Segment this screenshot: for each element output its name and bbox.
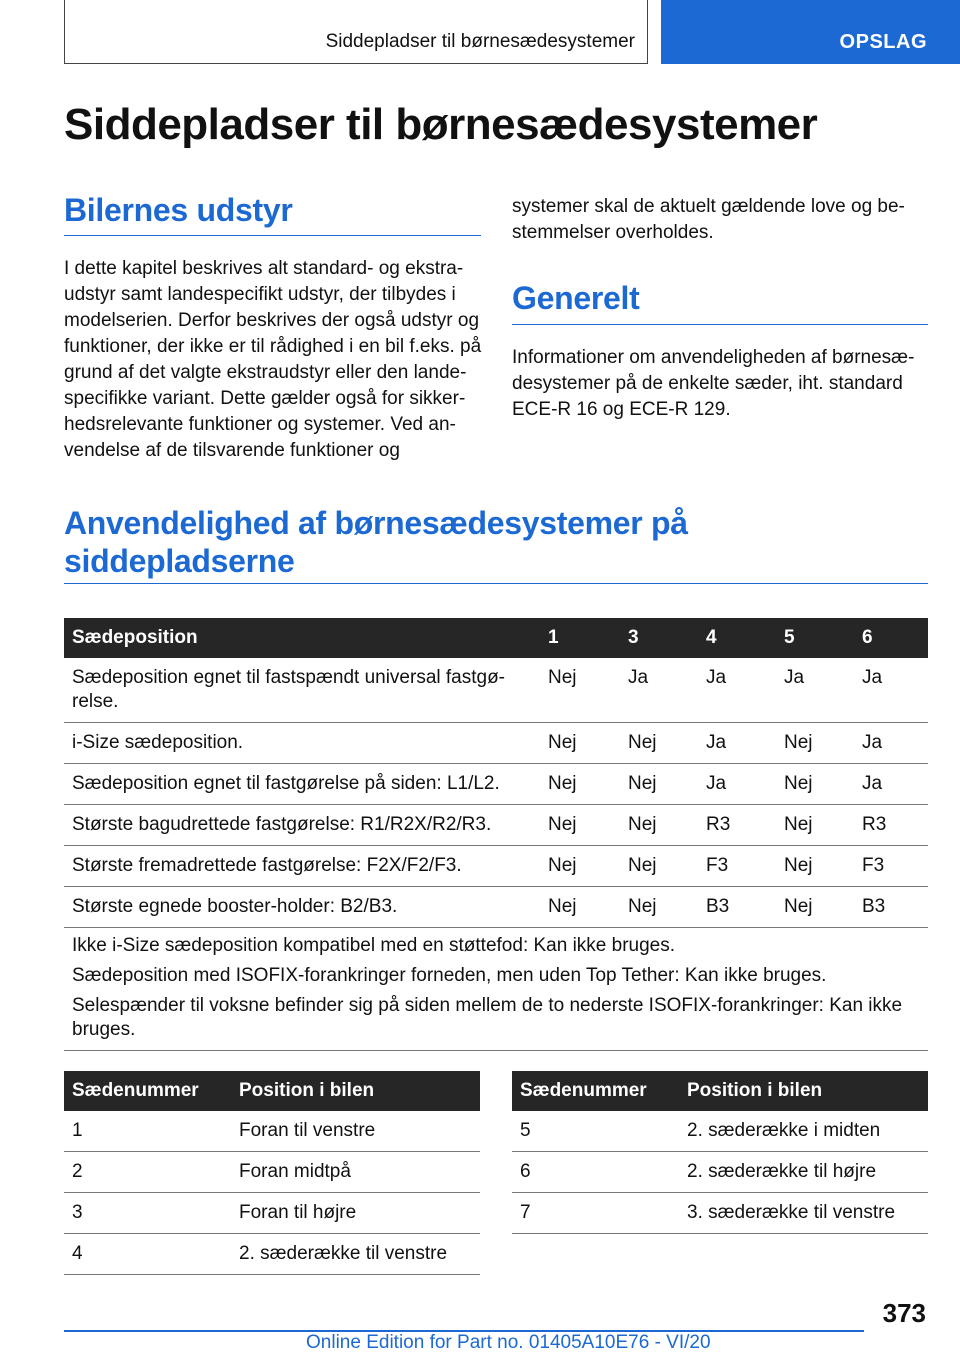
heading-line: Anvendelighed af børnesædesystemer på (64, 505, 688, 541)
column-header: Position i bilen (679, 1071, 928, 1111)
seat-number: 7 (512, 1193, 679, 1234)
cell-value: F3 (854, 846, 928, 887)
table-row (512, 1152, 928, 1193)
seat-number-table-left (64, 1071, 480, 1275)
text-line: I dette kapitel beskrives alt standard- og ekstra- (64, 258, 464, 279)
cell-value: Nej (540, 887, 620, 928)
column-header: 4 (698, 618, 776, 658)
text-line: ECE-R 16 og ECE-R 129. (512, 399, 731, 420)
cell-value: Nej (776, 846, 854, 887)
seat-position: 2. sæderække til højre (679, 1152, 928, 1193)
text-line: systemer skal de aktuelt gældende love og be- (512, 196, 905, 217)
cell-value: Ja (698, 764, 776, 805)
table-note-row (64, 928, 928, 959)
seat-number-table-right (512, 1071, 928, 1234)
table-header-row (64, 618, 928, 658)
table-note-line: bruges. (72, 1019, 136, 1040)
column-header: Sædeposition (64, 618, 540, 658)
seat-number: 2 (64, 1152, 231, 1193)
text-line: udstyr samt landespecifikt udstyr, der tilbydes i (64, 284, 456, 305)
page-title: Siddepladser til børnesædesystemer (64, 100, 818, 149)
cell-value: Nej (776, 805, 854, 846)
seat-position: 2. sæderække til venstre (231, 1234, 480, 1275)
table-note: Ikke i-Size sædeposition kompatibel med en støttefod: Kan ikke bruges. (72, 935, 676, 956)
section-generelt-text (512, 345, 928, 423)
cell-value: Nej (776, 887, 854, 928)
seat-number: 3 (64, 1193, 231, 1234)
cell-value: B3 (698, 887, 776, 928)
cell-value: Nej (540, 846, 620, 887)
cell-value: Nej (620, 723, 698, 764)
row-label-line: relse. (72, 691, 119, 712)
table-row (512, 1111, 928, 1152)
table-row (64, 887, 928, 928)
row-label: Sædeposition egnet til fastgørelse på siden: L1/L2. (64, 764, 540, 805)
header-title-box (64, 0, 648, 64)
cell-value: Nej (540, 658, 620, 723)
table-row (64, 1234, 480, 1275)
page-number: 373 (882, 1298, 926, 1328)
footer-edition: Online Edition for Part no. 01405A10E76 - VI/20 (306, 1332, 711, 1353)
cell-value: Ja (776, 658, 854, 723)
cell-value: Nej (620, 846, 698, 887)
tab-opslag[interactable] (661, 0, 960, 64)
seat-number: 4 (64, 1234, 231, 1275)
text-line: specifikke variant. Dette gælder også for sikker- (64, 388, 466, 409)
seat-position: Foran til højre (231, 1193, 480, 1234)
table-row (64, 723, 928, 764)
section-heading-bilernes-udstyr: Bilernes udstyr (64, 192, 481, 236)
text-line: stemmelser overholdes. (512, 222, 714, 243)
column-header: 6 (854, 618, 928, 658)
section-heading-anvendelighed (64, 504, 928, 584)
text-line: modelserien. Derfor beskrives der også udstyr og (64, 310, 480, 331)
cell-value: Nej (540, 723, 620, 764)
seat-suitability-table (64, 618, 928, 1051)
seat-position: 2. sæderække i midten (679, 1111, 928, 1152)
table-row (64, 658, 928, 723)
table-row (64, 1193, 480, 1234)
table-header-row (512, 1071, 928, 1111)
header-title: Siddepladser til børnesædesystemer (325, 31, 635, 52)
cell-value: Ja (854, 723, 928, 764)
row-label (64, 658, 540, 723)
text-line: desystemer på de enkelte sæder, iht. standard (512, 373, 903, 394)
seat-number: 6 (512, 1152, 679, 1193)
heading-line: siddepladserne (64, 543, 295, 579)
column-header: 3 (620, 618, 698, 658)
section-bilernes-udstyr-text-left (64, 256, 484, 464)
column-header: Position i bilen (231, 1071, 480, 1111)
cell-value: Nej (540, 764, 620, 805)
table-row (64, 1111, 480, 1152)
tab-opslag-label: OPSLAG (839, 31, 927, 53)
table-header-row (64, 1071, 480, 1111)
cell-value: Nej (620, 764, 698, 805)
seat-position: Foran midtpå (231, 1152, 480, 1193)
cell-value: R3 (854, 805, 928, 846)
cell-value: F3 (698, 846, 776, 887)
table-note-row (64, 988, 928, 1051)
cell-value: R3 (698, 805, 776, 846)
column-header: 1 (540, 618, 620, 658)
text-line: vendelse af de tilsvarende funktioner og (64, 440, 400, 461)
seat-number: 5 (512, 1111, 679, 1152)
text-line: Informationer om anvendeligheden af børnesæ- (512, 347, 915, 368)
cell-value: Nej (540, 805, 620, 846)
column-header: Sædenummer (64, 1071, 231, 1111)
text-line: hedsrelevante funktioner og systemer. Ved an- (64, 414, 456, 435)
table-row (64, 764, 928, 805)
cell-value: Ja (854, 764, 928, 805)
row-label: Største egnede booster-holder: B2/B3. (64, 887, 540, 928)
table-row (64, 846, 928, 887)
table-row (64, 805, 928, 846)
cell-value: Ja (698, 723, 776, 764)
table-note-row (64, 958, 928, 988)
cell-value: Nej (776, 723, 854, 764)
cell-value: Ja (854, 658, 928, 723)
row-label: Største bagudrettede fastgørelse: R1/R2X/R2/R3. (64, 805, 540, 846)
section-bilernes-udstyr-text-right (512, 194, 928, 246)
seat-position: Foran til venstre (231, 1111, 480, 1152)
table-row (512, 1193, 928, 1234)
table-note: Sædeposition med ISOFIX-forankringer forneden, men uden Top Tether: Kan ikke bruges. (72, 965, 827, 986)
cell-value: Nej (620, 887, 698, 928)
table-note-line: Selespænder til voksne befinder sig på siden mellem de to nederste ISOFIX-forankringer: Kan ikke (72, 995, 903, 1016)
table-row (64, 1152, 480, 1193)
row-label: Største fremadrettede fastgørelse: F2X/F2/F3. (64, 846, 540, 887)
table-note (64, 988, 928, 1051)
cell-value: Ja (620, 658, 698, 723)
column-header: Sædenummer (512, 1071, 679, 1111)
row-label: i-Size sædeposition. (64, 723, 540, 764)
seat-number: 1 (64, 1111, 231, 1152)
cell-value: Nej (620, 805, 698, 846)
cell-value: Ja (698, 658, 776, 723)
cell-value: B3 (854, 887, 928, 928)
column-header: 5 (776, 618, 854, 658)
seat-position: 3. sæderække til venstre (679, 1193, 928, 1234)
text-line: grund af det valgte ekstraudstyr eller den lande- (64, 362, 467, 383)
text-line: funktioner, der ikke er til rådighed i en bil f.eks. på (64, 336, 482, 357)
cell-value: Nej (776, 764, 854, 805)
section-heading-generelt: Generelt (512, 280, 928, 325)
row-label-line: Sædeposition egnet til fastspændt universal fastgø- (72, 667, 506, 688)
